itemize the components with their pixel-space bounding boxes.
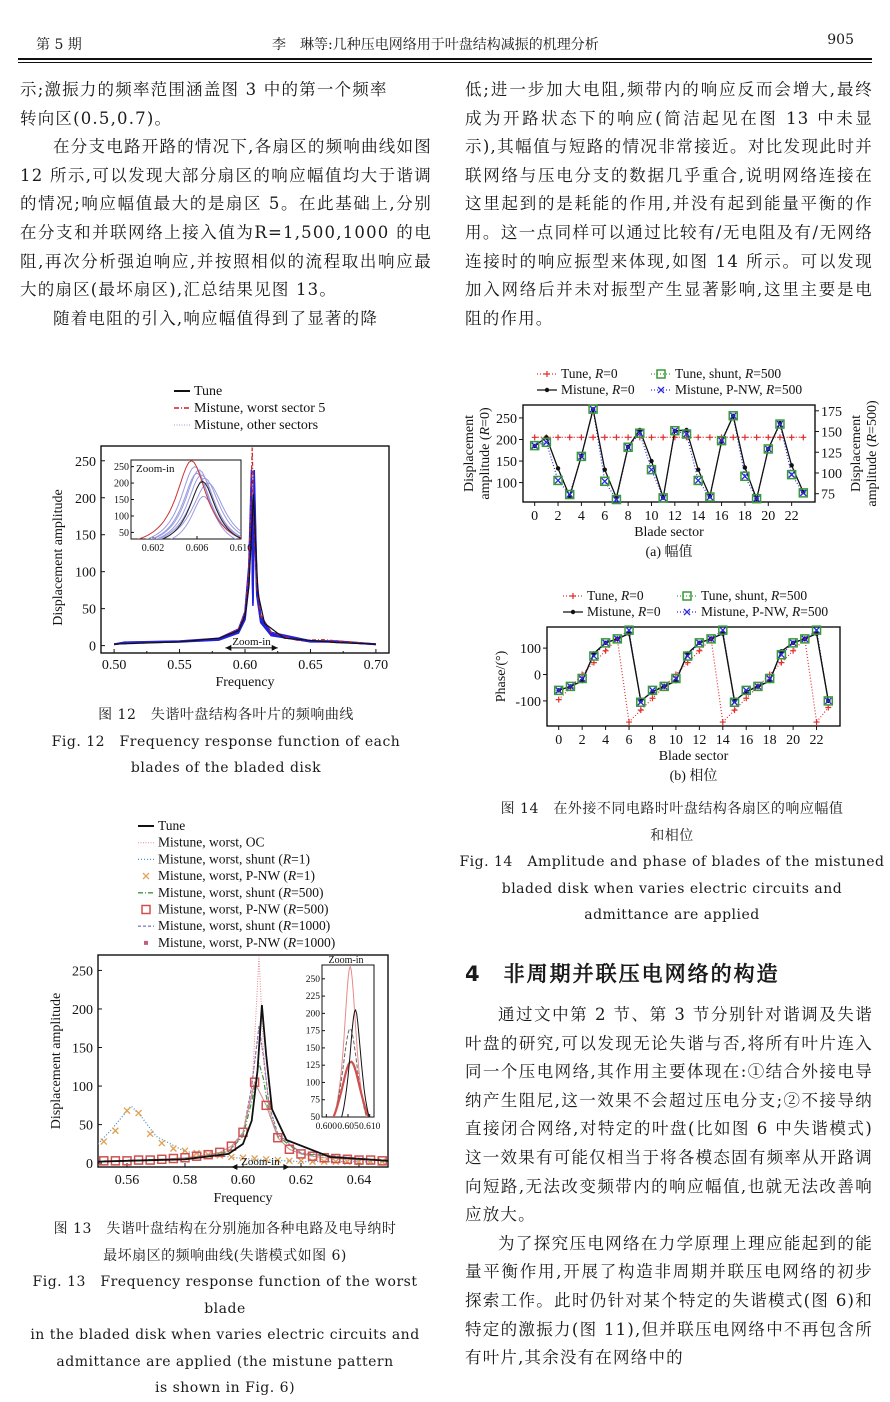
y-tick-label: 200 (75, 491, 96, 507)
marker-mistune-r0 (743, 465, 747, 469)
x-tick-label: 0.56 (114, 1173, 140, 1188)
caption-cn: 最坏扇区的频响曲线(失谐模式如图 6) (103, 1247, 347, 1264)
inset-y-tick-label: 100 (305, 1078, 320, 1089)
marker-mistune-r0 (649, 459, 653, 463)
x-tick-label: 0.62 (288, 1173, 314, 1188)
inset-x-tick-label: 0.600 (315, 1122, 338, 1132)
marker-tune-r0 (696, 648, 702, 654)
legend-label: Mistune, R=0 (561, 382, 635, 397)
legend-label: Mistune, other sectors (194, 418, 319, 433)
x-tick-label: 14 (691, 509, 706, 524)
inset-x-tick-label: 0.610 (358, 1122, 381, 1132)
marker-pnw-r1 (159, 1140, 165, 1146)
inset-y-tick-label: 225 (305, 992, 320, 1003)
figure-13-chart (30, 812, 400, 1207)
marker-tune-r0 (590, 434, 596, 440)
marker-tune-r0 (532, 434, 538, 440)
y-tick-label: 100 (72, 1080, 93, 1096)
zoom-in-label: Zoom-in (232, 635, 271, 648)
header-rule-thick (18, 58, 872, 60)
y-tick-label: 0 (89, 639, 96, 655)
marker-pnw-r1 (136, 1110, 142, 1116)
marker-tune-r0 (790, 648, 796, 654)
x-tick-label: 18 (762, 733, 777, 748)
figure-13-caption (10, 1216, 440, 1402)
x-axis-label: Blade sector (658, 749, 729, 764)
inset-y-tick-label: 250 (305, 974, 320, 985)
caption-cn: 和相位 (650, 827, 694, 844)
legend-label: Tune, R=0 (587, 588, 644, 603)
marker-pnw-r1 (147, 1131, 153, 1137)
marker-mistune-pnw-r500 (602, 478, 608, 484)
y-tick-label: 50 (79, 1118, 93, 1134)
right-column-text (465, 76, 873, 333)
marker-tune-r0 (778, 660, 784, 666)
marker-tune-r0 (732, 707, 738, 713)
inset-y-tick-label: 100 (114, 511, 129, 523)
series-mistune-pnw-r500 (559, 630, 829, 702)
page-number: 905 (827, 32, 854, 48)
caption-en: admittance are applied (584, 907, 760, 923)
legend-label: Mistune, P-NW, R=500 (701, 604, 829, 619)
marker-tune-r0 (660, 434, 666, 440)
marker-tune-r0 (602, 434, 608, 440)
x-tick-label: 16 (714, 509, 729, 524)
marker-tune-r0 (814, 719, 820, 725)
caption-en: Fig. 13 Frequency response function of the worst blade (32, 1274, 418, 1317)
legend-label: Tune, shunt, R=500 (701, 588, 808, 603)
inset-x-tick-label: 0.602 (141, 543, 165, 554)
y-right-tick-label: 75 (821, 487, 835, 503)
y-tick-label: 250 (496, 411, 517, 427)
paragraph: 转向区(0.5,0.7)。 (20, 108, 173, 128)
legend-label: Mistune, R=0 (587, 604, 661, 619)
paragraph: 在分支电路开路的情况下,各扇区的频响曲线如图 12 所示,可以发现大部分扇区的响应幅值均大于谐调的情况;响应幅值最大的是扇区 5。在此基础上,分别在分支和并联网络上接入值为R=1,500,1000 的电阻,再次分析强迫响应,并按照相似的流程取出响应最大的扇区(最坏扇区),汇总结果见图 13。 (20, 137, 432, 300)
marker-pnw-r1 (194, 1150, 200, 1156)
series-mistune-r0 (559, 634, 829, 701)
inset-title: Zoom-in (328, 955, 364, 966)
x-tick-label: 6 (625, 733, 633, 748)
section-number: 4 (465, 962, 482, 986)
y-tick-label: 100 (520, 642, 541, 658)
marker-tune-r0 (730, 434, 736, 440)
caption-en: Fig. 12 Frequency response function of each (51, 733, 401, 750)
marker-mistune-pnw-r500 (695, 477, 701, 483)
y-tick-label: 200 (496, 433, 517, 449)
legend-label: Mistune, worst, shunt (R=1000) (158, 918, 331, 934)
legend-label: Mistune, worst sector 5 (194, 401, 326, 416)
caption-en: in the bladed disk when varies electric circuits and (30, 1327, 420, 1343)
y-axis-label: amplitude (R=0) (478, 407, 493, 500)
inset-y-tick-label: 200 (114, 478, 129, 490)
marker-tune-r0 (707, 434, 713, 440)
x-tick-label: 10 (668, 733, 683, 748)
legend-label: Mistune, worst, shunt (R=1) (158, 851, 310, 867)
y-tick-label: 250 (75, 454, 96, 470)
inset-y-tick-label: 125 (305, 1061, 320, 1072)
figure-14b-chart (455, 582, 890, 788)
marker-tune-r0 (556, 697, 562, 703)
y-tick-label: 150 (496, 455, 517, 471)
figure-12-caption (20, 702, 432, 782)
marker-tune-r0 (695, 434, 701, 440)
marker-tune-r0 (789, 434, 795, 440)
x-tick-label: 0.58 (172, 1173, 198, 1188)
paragraph: 低;进一步加大电阻,频带内的响应反而会增大,最终成为开路状态下的响应(简洁起见在图 13 中未显示),其幅值与短路的情况非常接近。对比发现此时并联网络与压电分支的数据几乎重合,说明网络连接在这里起到的是耗能的作用,并没有起到能量平衡的作用。这一点同样可以通过比较有/无电阻及有/无网络连接时的响应振型来体现,如图 14 所示。可以发现加入网络后并未对振型产生显著影响,这里主要是电阻的作用。 (465, 80, 873, 328)
paragraph: 通过文中第 2 节、第 3 节分别针对谐调及失谐叶盘的研究,可以发现无论失谐与否,将所有叶片连入同一个压电网络,其作用主要体现在:①结合外接电导纳产生阻尼,这一效果不会超过压电分支;②不接导纳直接闭合网络,对特定的叶盘(比如图 6 中失谐模式)这一效果有可能仅相当于将各模态固有频率从开路调向短路,无法改变频带内的响应幅值,也就无法改善响应放大。 (465, 1005, 873, 1225)
legend-marker (571, 610, 575, 614)
zoom-in-label: Zoom-in (241, 1156, 280, 1168)
marker-tune-r0 (613, 434, 619, 440)
series-mistune-r0 (535, 409, 804, 499)
x-tick-label: 22 (809, 733, 824, 748)
x-tick-label: 4 (577, 509, 585, 524)
marker-tune-r0 (648, 434, 654, 440)
marker-tune-r0 (742, 434, 748, 440)
y-right-tick-label: 150 (821, 425, 842, 441)
inset-frame (322, 965, 374, 1117)
caption-en: admittance are applied (the mistune pattern (56, 1353, 394, 1370)
marker-tune-r0 (555, 434, 561, 440)
marker-mistune-r0 (556, 466, 560, 470)
legend-label: Mistune, worst, P-NW (R=1000) (158, 934, 336, 950)
marker-mistune-r0 (789, 463, 793, 467)
y-right-tick-label: 125 (821, 446, 842, 462)
y-axis-label: Phase/(°) (494, 650, 509, 703)
y-right-axis-label: amplitude (R=500) (865, 400, 880, 507)
x-tick-label: 0.55 (167, 658, 192, 673)
marker-tune-r0 (578, 434, 584, 440)
x-tick-label: 12 (692, 733, 707, 748)
marker-tune-r0 (765, 434, 771, 440)
inset-y-tick-label: 175 (305, 1026, 320, 1037)
header-rule-thin (18, 62, 872, 63)
y-tick-label: 150 (72, 1041, 93, 1057)
x-tick-label: 0.70 (363, 658, 389, 673)
y-right-axis-label: Displacement (849, 415, 864, 492)
x-tick-label: 22 (784, 509, 799, 524)
marker-tune-r0 (567, 434, 573, 440)
legend-label: Mistune, worst, OC (158, 834, 265, 850)
marker-mistune-r0 (603, 467, 607, 471)
issue-label: 第 5 期 (36, 37, 82, 53)
x-tick-label: 8 (624, 509, 632, 524)
legend-label: Mistune, worst, P-NW (R=500) (158, 901, 329, 917)
legend-label: Tune (194, 384, 223, 399)
y-tick-label: 200 (72, 1002, 93, 1018)
y-axis-label: Displacement amplitude (49, 992, 64, 1130)
caption-en: blades of the bladed disk (130, 760, 322, 776)
x-tick-label: 16 (739, 733, 754, 748)
legend-marker (144, 941, 148, 945)
x-tick-label: 0.60 (230, 1173, 256, 1188)
x-axis-label: Blade sector (634, 525, 704, 540)
y-tick-label: 100 (496, 476, 517, 492)
x-tick-label: 18 (737, 509, 752, 524)
marker-pnw-r1 (124, 1108, 130, 1114)
x-axis-label: Frequency (215, 675, 275, 690)
legend-label: Mistune, P-NW, R=500 (675, 382, 803, 397)
caption-en: Fig. 14 Amplitude and phase of blades of the mistuned (459, 854, 885, 870)
x-tick-label: 0.50 (101, 658, 127, 673)
marker-tune-r0 (800, 434, 806, 440)
inset-y-tick-label: 200 (305, 1009, 320, 1020)
y-axis-label: Displacement (462, 415, 477, 492)
legend-label: Tune (158, 818, 186, 833)
x-axis-label: Frequency (213, 1191, 273, 1206)
inset-y-tick-label: 50 (119, 527, 129, 539)
legend-label: Mistune, worst, P-NW (R=1) (158, 868, 315, 884)
y-right-tick-label: 100 (821, 466, 842, 482)
caption-en: is shown in Fig. 6) (154, 1380, 296, 1396)
marker-pnw-r1 (333, 1159, 339, 1165)
figure-14a-chart (455, 365, 890, 565)
inset-x-tick-label: 0.606 (185, 543, 209, 554)
marker-pnw-r1 (112, 1128, 118, 1134)
series-tune-r0 (559, 639, 829, 722)
marker-tune-r0 (720, 719, 726, 725)
marker-mistune-pnw-r500 (555, 477, 561, 483)
legend-marker (570, 593, 576, 599)
legend-label: Tune, shunt, R=500 (675, 366, 782, 381)
paragraph: 随着电阻的引入,响应幅值得到了显著的降 (53, 308, 379, 328)
running-header (22, 30, 868, 58)
x-tick-label: 20 (786, 733, 801, 748)
left-column-text (20, 76, 432, 333)
x-tick-label: 0 (555, 733, 563, 748)
x-tick-label: 4 (602, 733, 610, 748)
y-tick-label: 0 (86, 1157, 93, 1173)
x-tick-label: 0.64 (346, 1173, 372, 1188)
y-tick-label: 0 (534, 668, 541, 684)
x-tick-label: 10 (644, 509, 659, 524)
y-tick-label: 150 (75, 528, 96, 544)
subfigure-label: (a) 幅值 (645, 545, 693, 560)
inset-y-tick-label: 50 (310, 1113, 320, 1123)
y-tick-label: 100 (75, 565, 96, 581)
inset-x-tick-label: 0.605 (337, 1122, 359, 1132)
x-tick-label: 8 (648, 733, 656, 748)
x-tick-label: 2 (578, 733, 586, 748)
legend-marker (544, 371, 550, 377)
section-heading (465, 958, 780, 988)
marker-mistune-pnw-r500 (648, 467, 654, 473)
y-right-tick-label: 175 (821, 404, 842, 420)
inset-y-tick-label: 250 (114, 462, 129, 474)
subfigure-label: (b) 相位 (669, 769, 718, 784)
marker-pnw-r1 (101, 1139, 107, 1145)
x-tick-label: 20 (761, 509, 776, 524)
right-column-text-bottom (465, 1001, 873, 1373)
marker-tune-r0 (638, 707, 644, 713)
marker-tune-r0 (754, 434, 760, 440)
figure-14-caption (458, 796, 886, 929)
y-axis-label: Displacement amplitude (51, 489, 66, 626)
x-tick-label: 0.60 (232, 658, 258, 673)
inset-y-tick-label: 150 (114, 495, 129, 506)
y-tick-label: -100 (515, 694, 541, 710)
marker-tune-r0 (603, 648, 609, 654)
y-tick-label: 250 (72, 964, 93, 980)
figure-12-chart (40, 382, 400, 694)
legend-marker (545, 388, 549, 392)
caption-cn: 图 14 在外接不同电路时叶盘结构各扇区的响应幅值 (500, 801, 844, 817)
y-tick-label: 50 (82, 602, 96, 618)
marker-pnw-r1 (298, 1158, 304, 1164)
legend-marker (143, 873, 149, 879)
legend-label: Mistune, worst, shunt (R=500) (158, 884, 324, 900)
caption-cn: 图 13 失谐叶盘结构在分别施加各种电路及电导纳时 (53, 1221, 397, 1237)
running-title: 李 琳等:几种压电网络用于叶盘结构减振的机理分析 (272, 37, 599, 53)
paragraph: 示;激振力的频率范围涵盖图 3 中的第一个频率 (20, 80, 388, 99)
paragraph: 为了探究压电网络在力学原理上理应能起到的能量平衡作用,开展了构造非周期并联压电网络的初步探索工作。此时仍针对某个特定的失谐模式(图 6)和特定的激振力(图 11),但并联压电网络中不再包含所有叶片,其余没有在网络中的 (465, 1233, 873, 1368)
marker-tune-r0 (625, 434, 631, 440)
marker-pnw-r1 (170, 1145, 176, 1151)
caption-en: bladed disk when varies electric circuits and (501, 880, 843, 897)
x-tick-label: 2 (554, 509, 562, 524)
series-mistune-pnw-r500 (535, 409, 804, 499)
caption-cn: 图 12 失谐叶盘结构各叶片的频响曲线 (98, 707, 354, 723)
section-title: 非周期并联压电网络的构造 (503, 962, 780, 986)
legend-marker (142, 906, 150, 914)
x-tick-label: 6 (601, 509, 609, 524)
inset-title: Zoom-in (136, 463, 175, 475)
x-tick-label: 0 (531, 509, 539, 524)
x-tick-label: 0.65 (298, 658, 323, 673)
legend-label: Tune, R=0 (561, 366, 618, 381)
x-tick-label: 14 (715, 733, 730, 748)
x-tick-label: 12 (667, 509, 682, 524)
inset-x-tick-label: 0.610 (229, 543, 253, 554)
inset-y-tick-label: 75 (310, 1095, 320, 1106)
marker-mistune-r0 (696, 467, 700, 471)
inset-y-tick-label: 150 (305, 1043, 320, 1054)
